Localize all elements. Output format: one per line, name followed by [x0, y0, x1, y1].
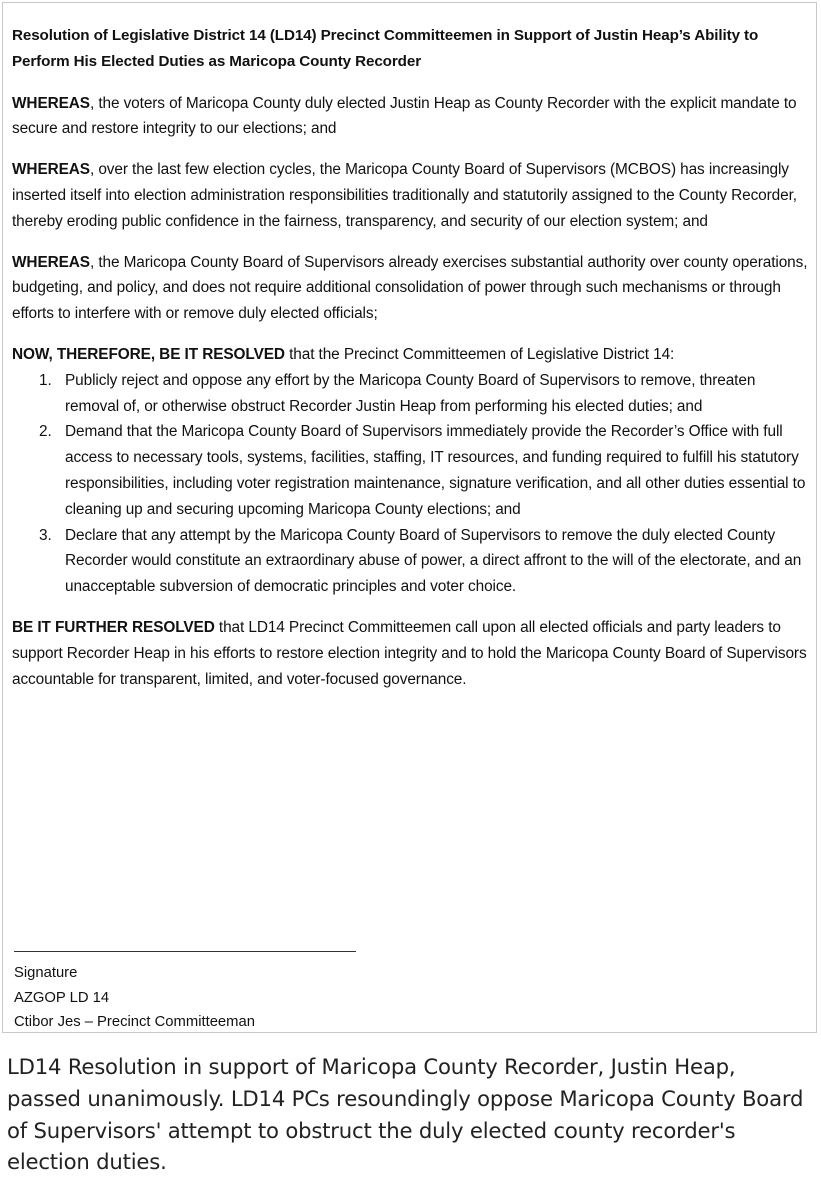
whereas-clause-1	[12, 91, 812, 143]
whereas-clause-2	[12, 157, 812, 234]
list-text: Demand that the Maricopa County Board of Supervisors immediately provide the Recorder’s Office with full access to necessary tools, systems, facilities, staffing, IT resources, and funding required to fulfill his statutory responsibilities, including voter registration maintenance, signature verification, and all other duties essential to cleaning up and securing upcoming Maricopa County elections; and	[65, 423, 806, 518]
further-text: that LD14 Precinct Committeemen call upon all elected officials and party leaders to support Recorder Heap in his efforts to restore election integrity and to hold the Maricopa County Board of Supervisors accountable for transparent, limited, and voter-focused governance.	[12, 618, 807, 688]
resolution-document	[12, 23, 812, 692]
resolved-heading	[12, 342, 812, 368]
list-number: 2.	[39, 423, 52, 441]
whereas-lead: WHEREAS	[12, 161, 90, 179]
signature-label: Signature	[14, 965, 78, 981]
post-caption: LD14 Resolution in support of Maricopa County Recorder, Justin Heap, passed unanimously. LD14 PCs resoundingly oppose Maricopa County Board of Supervisors' attempt to obstruct the duly elected county recorder's election duties.	[7, 1054, 804, 1175]
whereas-text: , the Maricopa County Board of Supervisors already exercises substantial authority over county operations, budgeting, and policy, and does not require additional consolidation of power through such mechanisms or through efforts to interfere with or remove duly elected officials;	[12, 253, 808, 323]
whereas-clause-3	[12, 250, 812, 327]
list-item	[12, 419, 812, 522]
list-text: Publicly reject and oppose any effort by the Maricopa County Board of Supervisors to remove, threaten removal of, or otherwise obstruct Recorder Justin Heap from performing his elected duties; and	[65, 371, 756, 415]
signature-signer: Ctibor Jes – Precinct Committeeman	[14, 1014, 255, 1030]
whereas-lead: WHEREAS	[12, 94, 90, 112]
list-number: 3.	[39, 526, 52, 544]
further-resolved-clause	[12, 615, 812, 692]
whereas-text: , over the last few election cycles, the Maricopa County Board of Supervisors (MCBOS) has increasingly inserted itself into election administration responsibilities traditionally and statutorily assigned to the County Recorder, thereby eroding public confidence in the fairness, transparency, and security of our election system; and	[12, 161, 797, 230]
whereas-text: , the voters of Maricopa County duly elected Justin Heap as County Recorder with the explicit mandate to secure and restore integrity to our elections; and	[12, 94, 797, 138]
list-text: Declare that any attempt by the Maricopa County Board of Supervisors to remove the duly elected County Recorder would constitute an extraordinary abuse of power, a direct affront to the will of the electorate, and an unacceptable subversion of democratic principles and voter choice.	[65, 526, 802, 596]
resolved-lead: NOW, THEREFORE, BE IT RESOLVED	[12, 345, 285, 363]
list-item	[12, 523, 812, 600]
resolved-list	[12, 368, 812, 600]
further-lead: BE IT FURTHER RESOLVED	[12, 618, 215, 636]
signature-block	[14, 961, 255, 1035]
list-item	[12, 368, 812, 420]
signature-org: AZGOP LD 14	[14, 989, 110, 1006]
list-number: 1.	[39, 371, 52, 389]
signature-line	[14, 951, 356, 952]
document-image	[2, 2, 817, 1033]
resolved-text: that the Precinct Committeemen of Legislative District 14:	[284, 345, 675, 363]
document-title: Resolution of Legislative District 14 (LD14) Precinct Committeemen in Support of Justin Heap’s Ability to Perform His Elected Duties as Maricopa County Recorder	[12, 27, 759, 70]
whereas-lead: WHEREAS	[12, 253, 90, 271]
